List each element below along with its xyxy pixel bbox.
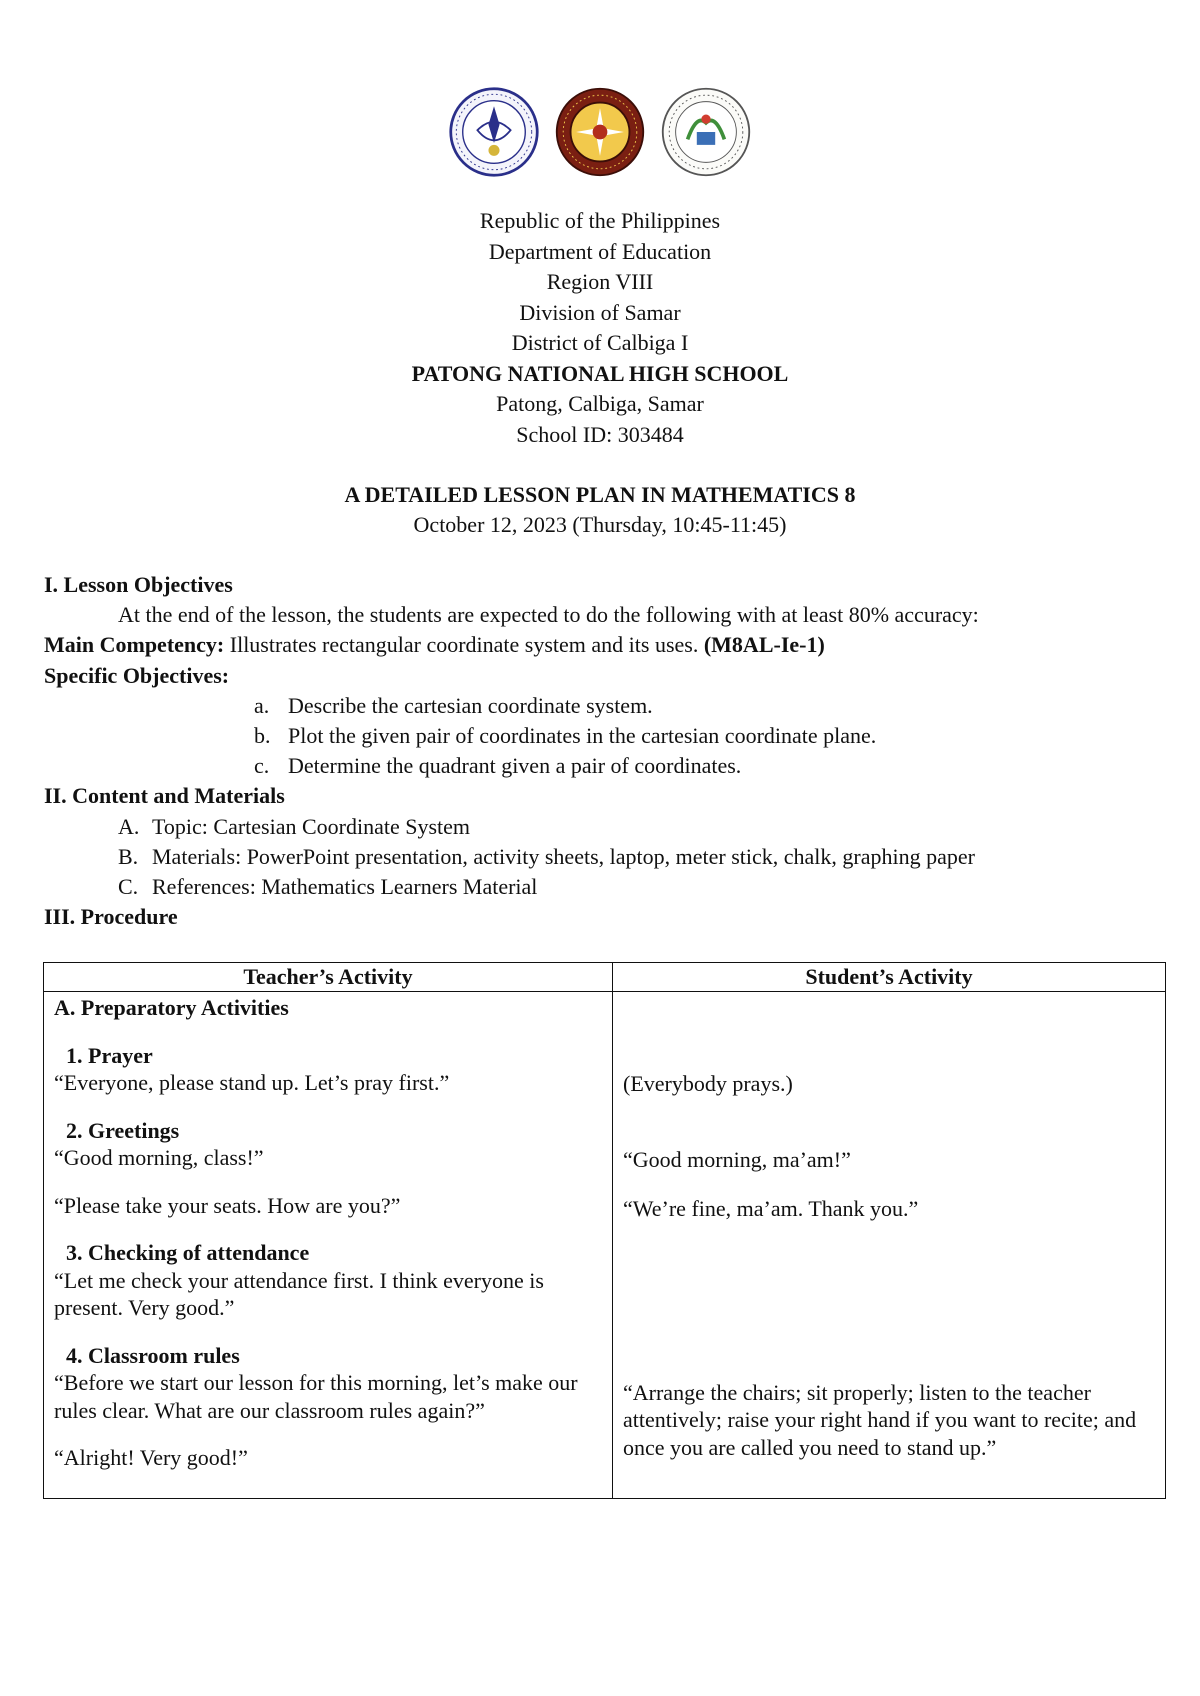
greetings-teacher-line-1: “Good morning, class!” <box>54 1145 264 1170</box>
document-title: A DETAILED LESSON PLAN IN MATHEMATICS 8 <box>344 482 856 507</box>
main-competency-code: (M8AL-Ie-1) <box>703 632 825 658</box>
teacher-activity-header: Teacher’s Activity <box>44 963 613 992</box>
list-item <box>254 691 1164 721</box>
lesson-date: October 12, 2023 (Thursday, 10:45-11:45) <box>413 512 787 537</box>
list-marker: C. <box>118 874 139 900</box>
procedure-heading: III. Procedure <box>44 904 178 930</box>
deped-seal-logo <box>448 86 540 178</box>
table-header-row <box>44 963 1166 992</box>
list-marker: B. <box>118 843 139 869</box>
header-address: Patong, Calbiga, Samar <box>496 391 704 416</box>
list-marker: c. <box>254 753 270 779</box>
content-heading: II. Content and Materials <box>44 783 285 809</box>
list-text: References: Mathematics Learners Material <box>152 874 538 900</box>
header-school-name: PATONG NATIONAL HIGH SCHOOL <box>411 360 789 386</box>
list-text: Determine the quadrant given a pair of coordinates. <box>288 753 742 779</box>
list-item <box>118 842 1164 872</box>
list-text: Plot the given pair of coordinates in the cartesian coordinate plane. <box>288 723 877 749</box>
student-activity-header: Student’s Activity <box>613 963 1166 992</box>
list-item <box>118 872 1164 902</box>
list-text: Materials: PowerPoint presentation, activity sheets, laptop, meter stick, chalk, graphing paper <box>152 843 975 869</box>
objectives-heading: I. Lesson Objectives <box>44 572 233 597</box>
table-row <box>44 992 1166 1499</box>
document-title-block <box>0 480 1200 540</box>
division-of-samar-logo <box>554 86 646 178</box>
header-division: Division of Samar <box>519 299 681 325</box>
letterhead <box>0 206 1200 450</box>
patong-nhs-logo <box>660 86 752 178</box>
list-text: Describe the cartesian coordinate system. <box>288 692 653 718</box>
prayer-heading: 1. Prayer <box>66 1042 153 1068</box>
list-item <box>254 721 1164 751</box>
greetings-heading: 2. Greetings <box>66 1117 180 1143</box>
list-item <box>118 812 1164 842</box>
prayer-student-line: (Everybody prays.) <box>623 1071 793 1096</box>
header-district: District of Calbiga I <box>511 330 689 355</box>
prayer-teacher-line: “Everyone, please stand up. Let’s pray first.” <box>54 1070 450 1095</box>
attendance-heading: 3. Checking of attendance <box>66 1240 310 1265</box>
greetings-student-line-1: “Good morning, ma’am!” <box>623 1146 851 1172</box>
teacher-activity-cell <box>44 992 613 1499</box>
classroom-rules-heading: 4. Classroom rules <box>66 1342 240 1368</box>
main-competency-text: Illustrates rectangular coordinate system and its uses. <box>224 632 704 658</box>
specific-objectives-list <box>44 691 1164 782</box>
header-department: Department of Education <box>488 238 712 264</box>
rules-student-line: “Arrange the chairs; sit properly; listen to the teacher attentively; raise your right hand if you want to recite; and once you are called you need to stand up.” <box>623 1379 1137 1460</box>
greetings-student-line-2: “We’re fine, ma’am. Thank you.” <box>623 1196 919 1221</box>
rules-teacher-line-1: “Before we start our lesson for this morning, let’s make our rules clear. What are our classroom rules again?” <box>54 1370 578 1423</box>
header-region: Region VIII <box>546 269 654 294</box>
specific-objectives-heading: Specific Objectives: <box>44 662 230 688</box>
list-marker: A. <box>118 813 140 839</box>
main-competency-label: Main Competency: <box>44 632 225 658</box>
logo-row <box>0 86 1200 178</box>
preparatory-activities-heading: A. Preparatory Activities <box>54 995 289 1020</box>
main-competency <box>44 630 1164 660</box>
list-text: Topic: Cartesian Coordinate System <box>152 813 471 839</box>
list-marker: b. <box>254 723 271 749</box>
list-item <box>254 751 1164 781</box>
attendance-teacher-line: “Let me check your attendance first. I think everyone is present. Very good.” <box>54 1267 544 1320</box>
content-materials-list <box>44 812 1164 903</box>
rules-teacher-line-2: “Alright! Very good!” <box>54 1445 248 1470</box>
list-marker: a. <box>254 692 270 718</box>
procedure-table <box>43 962 1166 1499</box>
student-activity-cell <box>613 992 1166 1499</box>
header-country: Republic of the Philippines <box>479 208 721 233</box>
header-school-id: School ID: 303484 <box>516 421 684 447</box>
lesson-body <box>44 570 1164 932</box>
objectives-intro: At the end of the lesson, the students are expected to do the following with at least 80% accuracy: <box>118 602 979 628</box>
greetings-teacher-line-2: “Please take your seats. How are you?” <box>54 1192 401 1218</box>
